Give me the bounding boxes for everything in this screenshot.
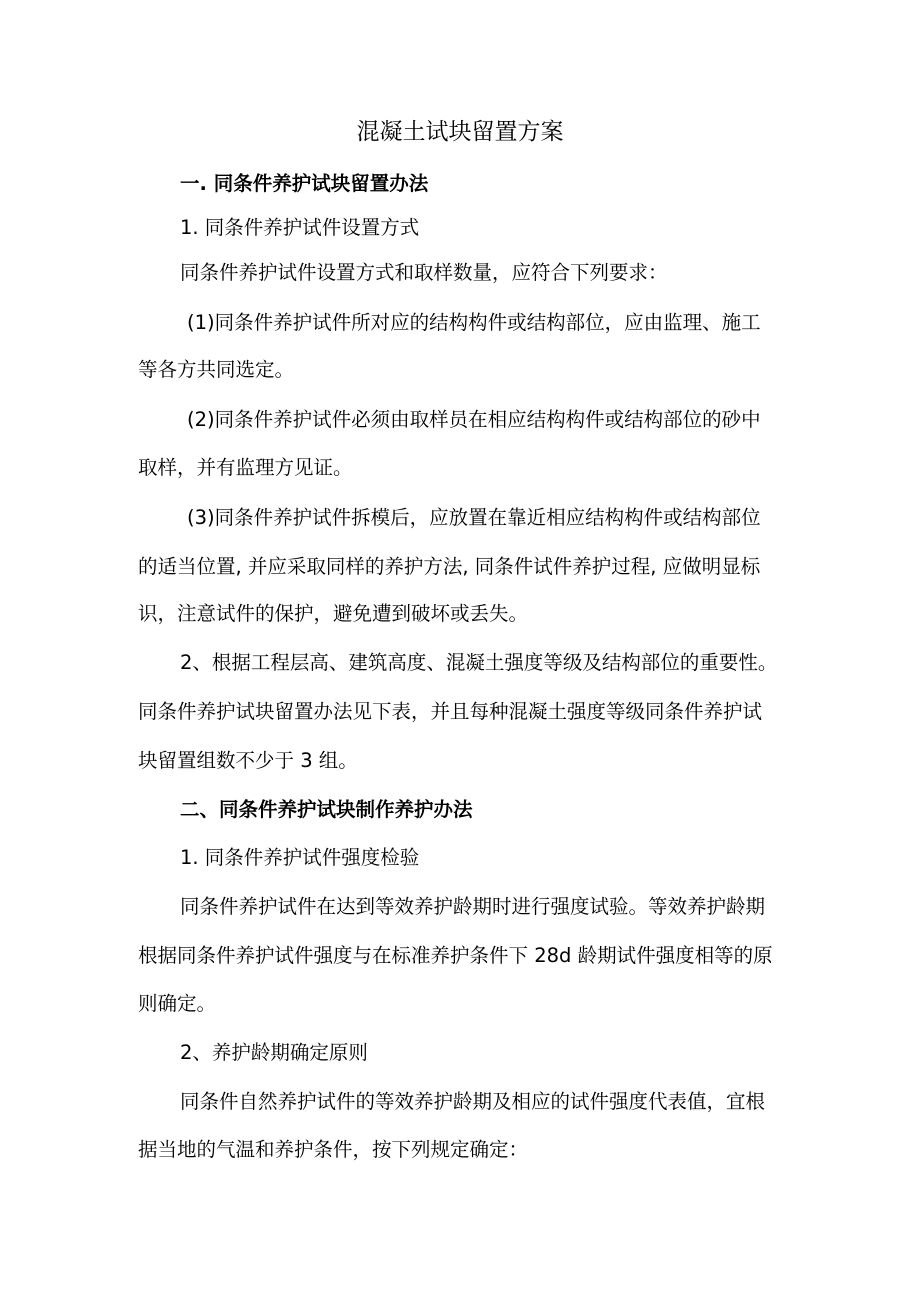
subsection-heading-1-1: 1. 同条件养护试件设置方式 [180, 216, 420, 239]
paragraph-line: 等各方共同选定。 [138, 358, 295, 381]
section-heading-1: 一. 同条件养护试块留置办法 [180, 172, 429, 195]
paragraph-line: (3)同条件养护试件拆模后，应放置在靠近相应结构构件或结构部位 [187, 506, 761, 529]
paragraph-line: 则确定。 [138, 992, 217, 1015]
paragraph-line: 同条件养护试件在达到等效养护龄期时进行强度试验。等效养护龄期 [180, 895, 766, 918]
paragraph-line: (2)同条件养护试件必须由取样员在相应结构构件或结构部位的砂中 [187, 408, 761, 431]
paragraph-line: (1)同条件养护试件所对应的结构构件或结构部位，应由监理、施工 [187, 311, 761, 334]
paragraph-line: 取样，并有监理方见证。 [138, 456, 353, 479]
paragraph-line: 识，注意试件的保护，避免遭到破坏或丢失。 [138, 602, 529, 625]
paragraph-line: 的适当位置, 并应采取同样的养护方法, 同条件试件养护过程, 应做明显标 [138, 555, 761, 578]
section-heading-2: 二、同条件养护试块制作养护办法 [180, 798, 473, 821]
paragraph-line: 据当地的气温和养护条件，按下列规定确定： [138, 1138, 529, 1161]
paragraph-line: 同条件自然养护试件的等效养护龄期及相应的试件强度代表值，宜根 [180, 1090, 766, 1113]
document-title: 混凝土试块留置方案 [356, 119, 564, 145]
paragraph-line: 根据同条件养护试件强度与在标准养护条件下 28d 龄期试件强度相等的原 [138, 944, 773, 967]
paragraph-line: 同条件养护试块留置办法见下表，并且每种混凝土强度等级同条件养护试 [138, 700, 763, 723]
paragraph-line: 块留置组数不少于 3 组。 [138, 749, 358, 772]
subsection-heading-2-2: 2、养护龄期确定原则 [180, 1041, 368, 1064]
paragraph-line: 2、根据工程层高、建筑高度、混凝土强度等级及结构部位的重要性。 [180, 651, 778, 674]
paragraph-line: 同条件养护试件设置方式和取样数量，应符合下列要求： [180, 261, 668, 284]
subsection-heading-2-1: 1. 同条件养护试件强度检验 [180, 846, 420, 869]
